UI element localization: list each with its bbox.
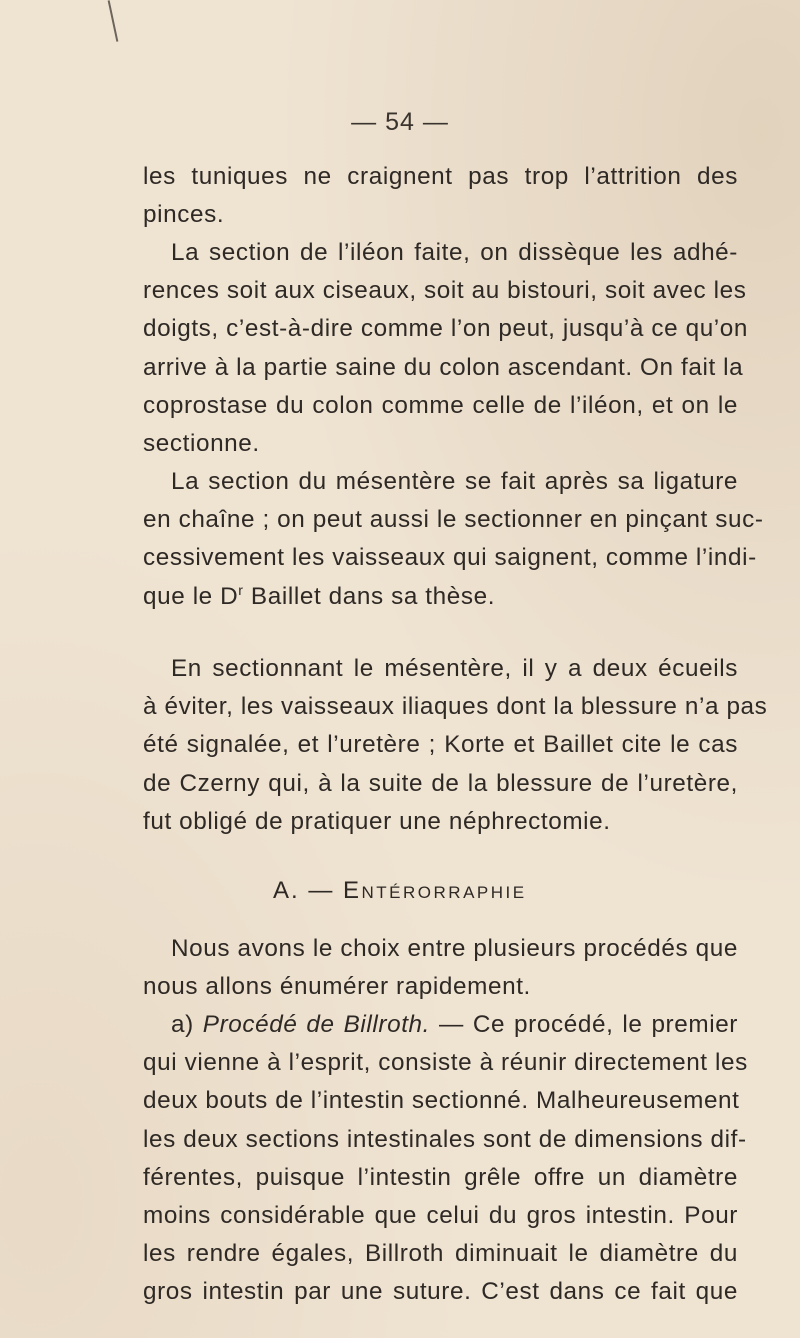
text-line: de Czerny qui, à la suite de la blessure de l’uretère, xyxy=(143,769,738,797)
text-line: Nous avons le choix entre plusieurs procédés que xyxy=(171,935,738,962)
text-line: férentes, puisque l’intestin grêle offre un diamètre xyxy=(143,1163,738,1191)
text-line: les tuniques ne craignent pas trop l’attrition des xyxy=(143,163,738,190)
text-line: fut obligé de pratiquer une néphrectomie. xyxy=(143,807,611,835)
text-line: été signalée, et l’uretère ; Korte et Baillet cite le cas xyxy=(143,731,738,759)
text-line: moins considérable que celui du gros intestin. Pour xyxy=(143,1202,738,1230)
text-fragment: que le D xyxy=(143,582,239,610)
text-line: pinces. xyxy=(143,201,225,229)
text-line: La section de l’iléon faite, on dissèque les adhé- xyxy=(171,239,738,266)
text-line: à éviter, les vaisseaux iliaques dont la blessure n’a pas xyxy=(143,693,768,721)
section-heading xyxy=(273,877,527,905)
text-line: coprostase du colon comme celle de l’iléon, et on le xyxy=(143,391,738,419)
text-line: arrive à la partie saine du colon ascendant. On fait la xyxy=(143,353,744,381)
text-line: doigts, c’est-à-dire comme l’on peut, jusqu’à ce qu’on xyxy=(143,315,749,343)
paragraph-6 xyxy=(143,1006,748,1312)
item-label: a) xyxy=(171,1011,203,1038)
text-line: gros intestin par une suture. C’est dans ce fait que xyxy=(143,1278,738,1306)
text-fragment: — Ce procédé, le premier xyxy=(430,1011,738,1038)
text-line xyxy=(143,578,738,616)
superscript: r xyxy=(238,581,244,598)
text-line: qui vienne à l’esprit, consiste à réunir directement les xyxy=(143,1049,748,1077)
section-title: Entérorraphie xyxy=(343,877,527,904)
text-line: cessivement les vaisseaux qui saignent, comme l’indi- xyxy=(143,544,757,572)
paragraph-2 xyxy=(143,234,749,463)
page-number: — 54 — xyxy=(351,108,449,136)
procedure-name: Procédé de Billroth. xyxy=(202,1011,431,1038)
text-line: les rendre égales, Billroth diminuait le diamètre du xyxy=(143,1240,738,1268)
paragraph-1 xyxy=(143,158,738,234)
paragraph-5 xyxy=(143,930,738,1006)
paragraph-3 xyxy=(143,463,764,616)
paragraph-4 xyxy=(143,650,768,841)
text-line: En sectionnant le mésentère, il y a deux écueils xyxy=(171,655,738,682)
text-line: sectionne. xyxy=(143,430,260,458)
text-line: deux bouts de l’intestin sectionné. Malheureusement xyxy=(143,1087,740,1115)
section-prefix: A. — xyxy=(273,877,344,904)
text-line: nous allons énumérer rapidement. xyxy=(143,973,531,1001)
text-line: les deux sections intestinales sont de dimensions dif- xyxy=(143,1125,747,1153)
text-line: rences soit aux ciseaux, soit au bistouri, soit avec les xyxy=(143,277,747,305)
text-fragment: Baillet dans sa thèse. xyxy=(243,582,496,610)
text-line xyxy=(143,1006,738,1044)
text-line: La section du mésentère se fait après sa ligature xyxy=(171,468,738,495)
text-line: en chaîne ; on peut aussi le sectionner en pinçant suc- xyxy=(143,506,764,534)
